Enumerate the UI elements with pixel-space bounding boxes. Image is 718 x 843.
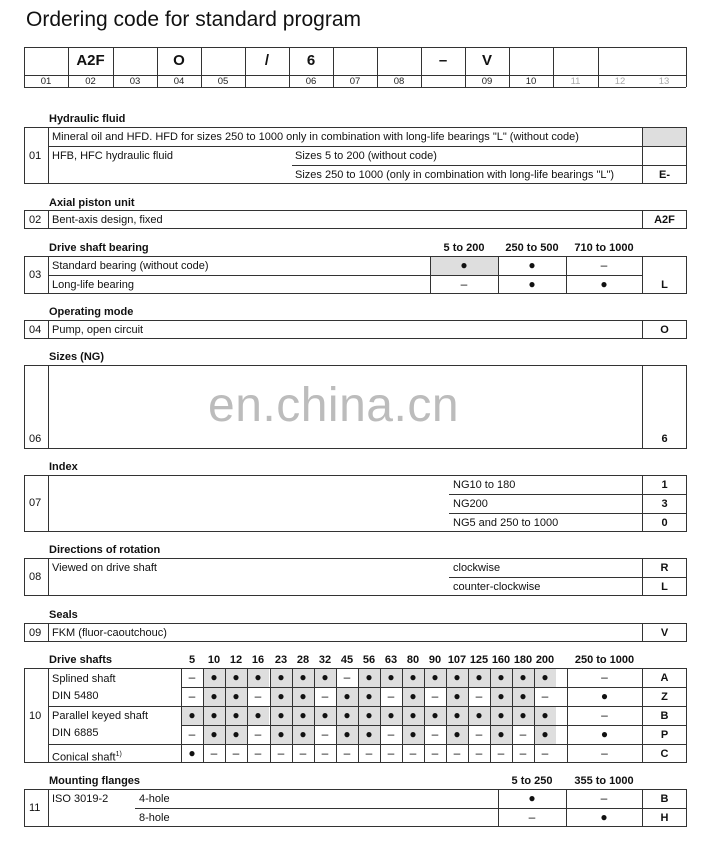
grid-divider bbox=[490, 687, 491, 706]
column-header: 710 to 1000 bbox=[574, 242, 634, 254]
section-heading: Drive shaft bearing bbox=[49, 242, 149, 254]
grid-divider bbox=[203, 744, 204, 763]
grid-divider bbox=[292, 706, 293, 725]
availability-mark: ● bbox=[475, 670, 483, 684]
fluid-option-mineral: Mineral oil and HFD. HFD for sizes 250 to 1000 only in combination with long-life bearings "L" (without code) bbox=[52, 131, 579, 143]
availability-mark: ● bbox=[365, 727, 373, 741]
code-value: O bbox=[660, 324, 669, 336]
grid-divider bbox=[402, 668, 403, 687]
shaft-type-label: Splined shaft bbox=[52, 673, 116, 685]
section-heading: Mounting flanges bbox=[49, 775, 141, 787]
grid-divider bbox=[380, 706, 381, 725]
grid-divider bbox=[424, 668, 425, 687]
grid-divider bbox=[314, 706, 315, 725]
grid-divider bbox=[424, 706, 425, 725]
availability-mark: ● bbox=[321, 670, 329, 684]
availability-mark: – bbox=[299, 746, 307, 760]
section-heading: Sizes (NG) bbox=[49, 351, 105, 363]
code-cell-value: 6 bbox=[306, 52, 316, 69]
grid-divider bbox=[380, 725, 381, 744]
availability-mark: ● bbox=[409, 708, 417, 722]
code-position-number: 07 bbox=[349, 76, 361, 87]
grid-divider bbox=[358, 668, 359, 687]
availability-mark: ● bbox=[460, 258, 468, 272]
code-value: C bbox=[660, 748, 669, 760]
grid-divider bbox=[270, 706, 271, 725]
column-header: 250 to 500 bbox=[505, 242, 559, 254]
grid-divider bbox=[225, 668, 226, 687]
availability-mark: ● bbox=[387, 708, 395, 722]
page-title: Ordering code for standard program bbox=[26, 8, 362, 31]
availability-mark: ● bbox=[188, 708, 196, 722]
code-position-number: 13 bbox=[658, 76, 670, 87]
grid-divider bbox=[314, 687, 315, 706]
availability-mark: – bbox=[601, 746, 608, 760]
grid-divider bbox=[534, 668, 535, 687]
grid-divider bbox=[247, 725, 248, 744]
availability-mark: – bbox=[519, 746, 527, 760]
availability-mark: – bbox=[409, 746, 417, 760]
grid-divider bbox=[446, 725, 447, 744]
availability-mark: – bbox=[387, 689, 395, 703]
availability-mark: – bbox=[254, 689, 262, 703]
section-heading: Axial piston unit bbox=[49, 197, 135, 209]
code-value: A bbox=[660, 672, 669, 684]
code-value: 6 bbox=[661, 433, 668, 445]
grid-divider bbox=[380, 687, 381, 706]
grid-divider bbox=[358, 706, 359, 725]
code-position-number: 08 bbox=[393, 76, 405, 87]
availability-mark: – bbox=[475, 727, 483, 741]
availability-mark: ● bbox=[210, 708, 218, 722]
watermark: en.china.cn bbox=[208, 379, 460, 432]
availability-mark: ● bbox=[299, 708, 307, 722]
size-column-header: 23 bbox=[274, 654, 288, 666]
grid-divider bbox=[468, 744, 469, 763]
grid-divider bbox=[225, 725, 226, 744]
rotation-desc: Viewed on drive shaft bbox=[52, 562, 157, 574]
code-position-number: 11 bbox=[570, 76, 581, 87]
availability-mark: ● bbox=[541, 670, 549, 684]
availability-mark: – bbox=[321, 689, 329, 703]
grid-divider bbox=[336, 668, 337, 687]
code-cell-divider bbox=[686, 47, 687, 87]
conical-shaft-label: Conical shaft$^{1)}$ bbox=[52, 751, 122, 764]
section-number: 02 bbox=[29, 214, 42, 226]
grid-divider bbox=[203, 668, 204, 687]
availability-mark: – bbox=[232, 746, 240, 760]
grid-divider bbox=[203, 687, 204, 706]
availability-mark: – bbox=[321, 727, 329, 741]
availability-mark: ● bbox=[519, 670, 527, 684]
availability-mark: ● bbox=[277, 689, 285, 703]
grid-divider bbox=[512, 706, 513, 725]
grid-divider bbox=[314, 725, 315, 744]
grid-divider bbox=[446, 668, 447, 687]
availability-mark: ● bbox=[453, 689, 461, 703]
availability-mark: – bbox=[475, 746, 483, 760]
section-number: 11 bbox=[29, 802, 41, 814]
grid-divider bbox=[336, 725, 337, 744]
section-heading: Drive shafts bbox=[49, 654, 112, 666]
section-number: 06 bbox=[29, 433, 42, 445]
column-header: 355 to 1000 bbox=[574, 775, 634, 787]
grid-divider bbox=[292, 687, 293, 706]
availability-mark: – bbox=[475, 689, 483, 703]
availability-mark: ● bbox=[343, 689, 351, 703]
availability-mark: ● bbox=[409, 727, 417, 741]
grid-divider bbox=[247, 706, 248, 725]
grid-divider bbox=[490, 706, 491, 725]
size-column-header: 250 to 1000 bbox=[574, 654, 635, 666]
availability-mark: ● bbox=[409, 670, 417, 684]
availability-mark: – bbox=[497, 746, 505, 760]
grid-divider bbox=[490, 668, 491, 687]
availability-mark: ● bbox=[541, 708, 549, 722]
size-column-header: 10 bbox=[207, 654, 221, 666]
availability-mark: – bbox=[431, 689, 439, 703]
availability-mark: – bbox=[541, 689, 549, 703]
availability-mark: ● bbox=[497, 670, 505, 684]
size-column-header: 16 bbox=[251, 654, 265, 666]
code-position-number: 06 bbox=[305, 76, 317, 87]
grid-divider bbox=[402, 687, 403, 706]
grid-divider bbox=[446, 744, 447, 763]
code-position-number: 01 bbox=[40, 76, 52, 87]
availability-mark: ● bbox=[321, 708, 329, 722]
availability-mark: ● bbox=[343, 727, 351, 741]
availability-mark: – bbox=[601, 670, 608, 684]
code-value: P bbox=[660, 729, 669, 741]
grid-divider bbox=[247, 668, 248, 687]
code-position-number: 05 bbox=[217, 76, 229, 87]
code-row-top-border bbox=[24, 47, 686, 48]
grid-divider bbox=[424, 725, 425, 744]
size-column-header: 90 bbox=[428, 654, 442, 666]
grid-divider bbox=[292, 744, 293, 763]
grid-divider bbox=[314, 668, 315, 687]
grid-divider bbox=[534, 725, 535, 744]
grid-divider bbox=[490, 744, 491, 763]
grid-divider bbox=[512, 744, 513, 763]
grid-divider bbox=[380, 668, 381, 687]
availability-mark: – bbox=[600, 258, 608, 272]
grid-divider bbox=[424, 744, 425, 763]
availability-mark: ● bbox=[431, 670, 439, 684]
size-column-header: 200 bbox=[535, 654, 555, 666]
column-header: 5 to 200 bbox=[443, 242, 485, 254]
grid-divider bbox=[402, 706, 403, 725]
code-value: 3 bbox=[661, 498, 668, 510]
availability-mark: – bbox=[343, 746, 351, 760]
availability-mark: ● bbox=[475, 708, 483, 722]
grid-divider bbox=[358, 744, 359, 763]
availability-mark: – bbox=[460, 277, 468, 291]
grid-divider bbox=[402, 744, 403, 763]
code-cell-value: V bbox=[481, 52, 492, 69]
size-column-header: 180 bbox=[513, 654, 533, 666]
code-position-number: 02 bbox=[85, 76, 96, 87]
grid-divider bbox=[512, 668, 513, 687]
availability-mark: – bbox=[600, 791, 608, 805]
availability-mark: – bbox=[277, 746, 285, 760]
availability-mark: ● bbox=[600, 689, 609, 703]
availability-mark: – bbox=[528, 810, 536, 824]
grid-divider bbox=[270, 668, 271, 687]
availability-mark: – bbox=[601, 708, 608, 722]
availability-mark: ● bbox=[277, 670, 285, 684]
availability-mark: ● bbox=[365, 670, 373, 684]
availability-mark: ● bbox=[409, 689, 417, 703]
column-header: 5 to 250 bbox=[511, 775, 553, 787]
availability-mark: ● bbox=[277, 708, 285, 722]
flange-hole-label: 4-hole bbox=[139, 793, 170, 805]
code-value: E- bbox=[659, 169, 670, 181]
availability-mark: ● bbox=[299, 727, 307, 741]
availability-mark: ● bbox=[254, 670, 262, 684]
grid-divider bbox=[468, 668, 469, 687]
rotation-label: counter-clockwise bbox=[453, 581, 541, 593]
size-column-header: 45 bbox=[340, 654, 354, 666]
availability-mark: – bbox=[387, 727, 395, 741]
fluid-sizes-large: Sizes 250 to 1000 (only in combination with long-life bearings "L") bbox=[295, 169, 615, 181]
availability-mark: ● bbox=[210, 727, 218, 741]
availability-mark: – bbox=[254, 746, 262, 760]
axial-piston-desc: Bent-axis design, fixed bbox=[52, 214, 163, 226]
availability-mark: ● bbox=[232, 727, 240, 741]
grid-divider bbox=[468, 725, 469, 744]
grid-divider bbox=[314, 744, 315, 763]
availability-mark: ● bbox=[528, 791, 536, 805]
code-position-number: 04 bbox=[173, 76, 185, 87]
availability-mark: ● bbox=[365, 708, 373, 722]
section-heading: Operating mode bbox=[49, 306, 134, 318]
code-value: L bbox=[661, 279, 668, 291]
size-column-header: 56 bbox=[362, 654, 376, 666]
grid-divider bbox=[358, 687, 359, 706]
grid-divider bbox=[336, 706, 337, 725]
availability-mark: ● bbox=[541, 727, 549, 741]
availability-mark: ● bbox=[299, 670, 307, 684]
size-column-header: 63 bbox=[384, 654, 398, 666]
code-value: 1 bbox=[661, 479, 668, 491]
availability-mark: ● bbox=[210, 670, 218, 684]
size-column-header: 80 bbox=[406, 654, 420, 666]
availability-mark: ● bbox=[210, 689, 218, 703]
availability-mark: ● bbox=[528, 258, 536, 272]
grid-divider bbox=[247, 687, 248, 706]
index-label: NG10 to 180 bbox=[453, 479, 516, 491]
grid-divider bbox=[203, 725, 204, 744]
code-value: B bbox=[660, 710, 669, 722]
availability-mark: – bbox=[188, 689, 196, 703]
code-value: L bbox=[661, 581, 668, 593]
fluid-sizes-small: Sizes 5 to 200 (without code) bbox=[295, 150, 437, 162]
availability-mark: ● bbox=[600, 810, 608, 824]
availability-mark: ● bbox=[343, 708, 351, 722]
availability-mark: – bbox=[431, 746, 439, 760]
availability-mark: – bbox=[188, 727, 196, 741]
code-position-number: 09 bbox=[481, 76, 493, 87]
grid-divider bbox=[247, 744, 248, 763]
operating-mode-desc: Pump, open circuit bbox=[52, 324, 144, 336]
section-number: 09 bbox=[29, 627, 42, 639]
section-number: 07 bbox=[29, 497, 42, 509]
availability-mark: – bbox=[453, 746, 461, 760]
section-number: 08 bbox=[29, 571, 42, 583]
section-number: 04 bbox=[29, 324, 42, 336]
availability-mark: – bbox=[188, 670, 196, 684]
section-number: 10 bbox=[29, 710, 42, 722]
availability-mark: ● bbox=[600, 277, 608, 291]
grid-divider bbox=[534, 687, 535, 706]
availability-mark: – bbox=[365, 746, 373, 760]
size-column-header: 28 bbox=[296, 654, 310, 666]
availability-mark: – bbox=[387, 746, 395, 760]
code-value: H bbox=[660, 812, 669, 824]
grid-divider bbox=[446, 706, 447, 725]
grid-divider bbox=[534, 706, 535, 725]
availability-mark: ● bbox=[188, 746, 196, 760]
availability-mark: ● bbox=[453, 708, 461, 722]
size-column-header: 12 bbox=[229, 654, 243, 666]
section-number: 03 bbox=[29, 269, 42, 281]
section-heading: Hydraulic fluid bbox=[49, 113, 126, 125]
grid-divider bbox=[225, 744, 226, 763]
grid-divider bbox=[468, 706, 469, 725]
shaft-standard-label: DIN 5480 bbox=[52, 690, 99, 702]
code-value: V bbox=[660, 627, 669, 639]
availability-mark: ● bbox=[497, 708, 505, 722]
grid-divider bbox=[446, 687, 447, 706]
grid-divider bbox=[468, 687, 469, 706]
grid-divider bbox=[512, 725, 513, 744]
grid-divider bbox=[402, 725, 403, 744]
index-label: NG200 bbox=[453, 498, 488, 510]
availability-mark: ● bbox=[254, 708, 262, 722]
code-position-bottom-border bbox=[24, 87, 686, 88]
size-column-header: 107 bbox=[447, 654, 467, 666]
availability-mark: ● bbox=[519, 708, 527, 722]
size-column-header: 5 bbox=[188, 654, 196, 666]
grid-divider bbox=[380, 744, 381, 763]
availability-mark: ● bbox=[519, 689, 527, 703]
availability-mark: ● bbox=[387, 670, 395, 684]
grid-divider bbox=[336, 744, 337, 763]
grid-divider bbox=[270, 725, 271, 744]
grid-divider bbox=[490, 725, 491, 744]
availability-mark: ● bbox=[528, 277, 536, 291]
grid-divider bbox=[512, 687, 513, 706]
availability-mark: ● bbox=[232, 708, 240, 722]
section-heading: Index bbox=[49, 461, 78, 473]
section-number: 01 bbox=[29, 150, 42, 162]
code-cell-value: / bbox=[264, 52, 270, 69]
grid-divider bbox=[225, 687, 226, 706]
availability-mark: ● bbox=[365, 689, 373, 703]
code-position-number: 10 bbox=[525, 76, 537, 87]
grid-divider bbox=[292, 668, 293, 687]
fluid-option-hfb: HFB, HFC hydraulic fluid bbox=[52, 150, 174, 162]
code-position-number: 03 bbox=[129, 76, 141, 87]
grid-divider bbox=[534, 744, 535, 763]
grid-divider bbox=[270, 744, 271, 763]
availability-mark: – bbox=[519, 727, 527, 741]
availability-mark: ● bbox=[299, 689, 307, 703]
bearing-label: Standard bearing (without code) bbox=[52, 260, 209, 272]
grid-divider bbox=[358, 725, 359, 744]
shaft-type-label: Parallel keyed shaft bbox=[52, 710, 148, 722]
index-label: NG5 and 250 to 1000 bbox=[453, 517, 559, 529]
size-column-header: 32 bbox=[318, 654, 332, 666]
availability-mark: – bbox=[343, 670, 351, 684]
code-value: B bbox=[660, 793, 669, 805]
availability-mark: – bbox=[431, 727, 439, 741]
availability-mark: – bbox=[254, 727, 262, 741]
grid-divider bbox=[203, 706, 204, 725]
bearing-label: Long-life bearing bbox=[52, 279, 134, 291]
availability-mark: ● bbox=[453, 670, 461, 684]
seals-desc: FKM (fluor-caoutchouc) bbox=[52, 627, 167, 639]
code-value: Z bbox=[661, 691, 668, 703]
code-value: R bbox=[660, 562, 669, 574]
availability-mark: ● bbox=[497, 727, 505, 741]
availability-mark: ● bbox=[277, 727, 285, 741]
grid-divider bbox=[336, 687, 337, 706]
availability-mark: – bbox=[541, 746, 549, 760]
availability-mark: – bbox=[321, 746, 329, 760]
availability-mark: ● bbox=[600, 727, 609, 741]
shaft-standard-label: DIN 6885 bbox=[52, 727, 99, 739]
size-column-header: 160 bbox=[491, 654, 511, 666]
code-value: 0 bbox=[661, 517, 668, 529]
flange-standard-label: ISO 3019-2 bbox=[52, 793, 109, 805]
code-cell-value: A2F bbox=[76, 52, 105, 69]
code-position-number: 12 bbox=[614, 76, 626, 87]
grid-divider bbox=[270, 687, 271, 706]
section-heading: Directions of rotation bbox=[49, 544, 161, 556]
flange-hole-label: 8-hole bbox=[139, 812, 170, 824]
code-cell-value: O bbox=[173, 52, 185, 69]
availability-mark: ● bbox=[453, 727, 461, 741]
grid-divider bbox=[424, 687, 425, 706]
availability-mark: ● bbox=[431, 708, 439, 722]
grid-divider bbox=[225, 706, 226, 725]
availability-mark: – bbox=[210, 746, 218, 760]
availability-mark: ● bbox=[497, 689, 505, 703]
rotation-label: clockwise bbox=[453, 562, 501, 574]
section-heading: Seals bbox=[49, 609, 78, 621]
availability-mark: ● bbox=[232, 670, 240, 684]
size-column-header: 125 bbox=[469, 654, 489, 666]
code-cell-value: – bbox=[438, 52, 448, 69]
availability-mark: ● bbox=[232, 689, 240, 703]
grid-divider bbox=[292, 725, 293, 744]
code-value: A2F bbox=[654, 214, 675, 226]
